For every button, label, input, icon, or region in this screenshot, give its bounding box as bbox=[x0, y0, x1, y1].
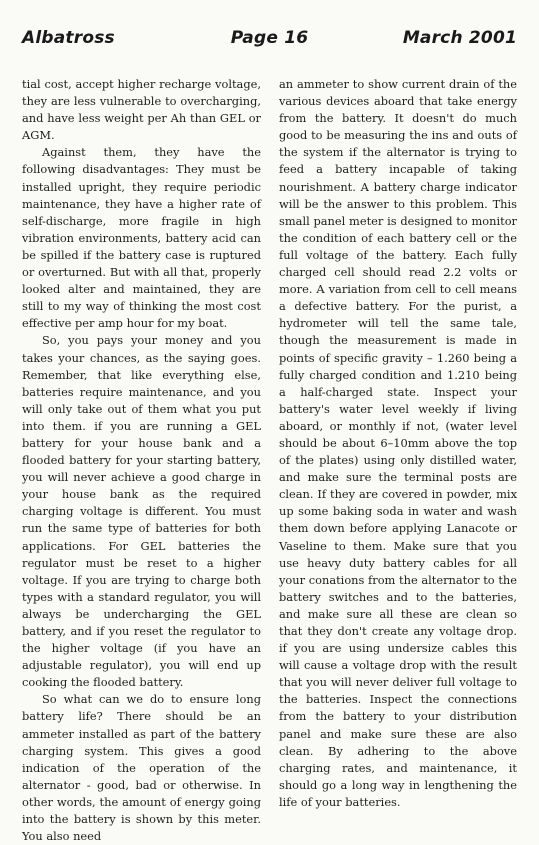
paragraph: Against them, they have the following disadvantages: They must be installed upright, they require periodic maintenance, they have a higher rate of self-discharge, more fragile in high vibration environments, battery acid can be spilled if the battery case is ruptured or overturned. But with all that, properly looked alter and maintained, they are still to my way of thinking the most cost effective per amp hour for my boat. bbox=[22, 145, 261, 331]
issue-date: March 2001 bbox=[402, 28, 517, 48]
paragraph: So what can we do to ensure long battery life? There should be an ammeter installed as part of the battery charging system. This gives a good indication of the operation of the alternator - good, bad or otherwise. In other words, the amount of energy going into the battery is shown by this meter. You also need bbox=[22, 692, 261, 844]
page-header bbox=[22, 28, 517, 54]
paragraph: So, you pays your money and you takes your chances, as the saying goes. Remember, that like everything else, batteries require maintenance, and you will only take out of them what you put into them. if you are running a GEL battery for your house bank and a flooded battery for your starting battery, you will never achieve a good charge in your house bank as the required charging voltage is different. You must run the same type of batteries for both applications. For GEL batteries the regulator must be reset to a higher voltage. If you are trying to charge both types with a standard regulator, you will always be undercharging the GEL battery, and if you reset the regulator to the higher voltage (if you have an adjustable regulator), you will end up cooking the flooded battery. bbox=[22, 333, 261, 690]
right-column bbox=[279, 76, 517, 811]
left-column bbox=[22, 76, 261, 845]
paragraph: an ammeter to show current drain of the various devices aboard that take energy from the battery. It doesn't do much good to be measuring the ins and outs of the system if the alternator is trying to feed a battery incapable of taking nourishment. A battery charge indicator will be the answer to this problem. This small panel meter is designed to monitor the condition of each battery cell or the full voltage of the battery. Each fully charged cell should read 2.2 volts or more. A variation from cell to cell means a defective battery. For the purist, a hydrometer will tell the same tale, though the measurement is made in points of specific gravity – 1.260 being a fully charged condition and 1.210 being a half-charged state. Inspect your battery's water level weekly if living aboard, or monthly if not, (water level should be about 6–10mm above the top of the plates) using only distilled water, and make sure the terminal posts are clean. If they are covered in powder, mix up some baking soda in water and wash them down before applying Lanacote or Vaseline to them. Make sure that you use heavy duty battery cables for all your conations from the alternator to the battery switches and to the batteries, and make sure all these are clean so that they don't create any voltage drop. if you are using undersize cables this will cause a voltage drop with the result that you will never deliver full voltage to the batteries. Inspect the connections from the battery to your distribution panel and make sure these are also clean. By adhering to the above charging rates, and maintenance, it should go a long way in lengthening the life of your batteries. bbox=[279, 77, 517, 809]
page-number: Page 16 bbox=[230, 28, 309, 48]
publication-title: Albatross bbox=[22, 28, 115, 48]
paragraph: tial cost, accept higher recharge voltage, they are less vulnerable to overcharging, and have less weight per Ah than GEL or AGM. bbox=[22, 77, 261, 143]
